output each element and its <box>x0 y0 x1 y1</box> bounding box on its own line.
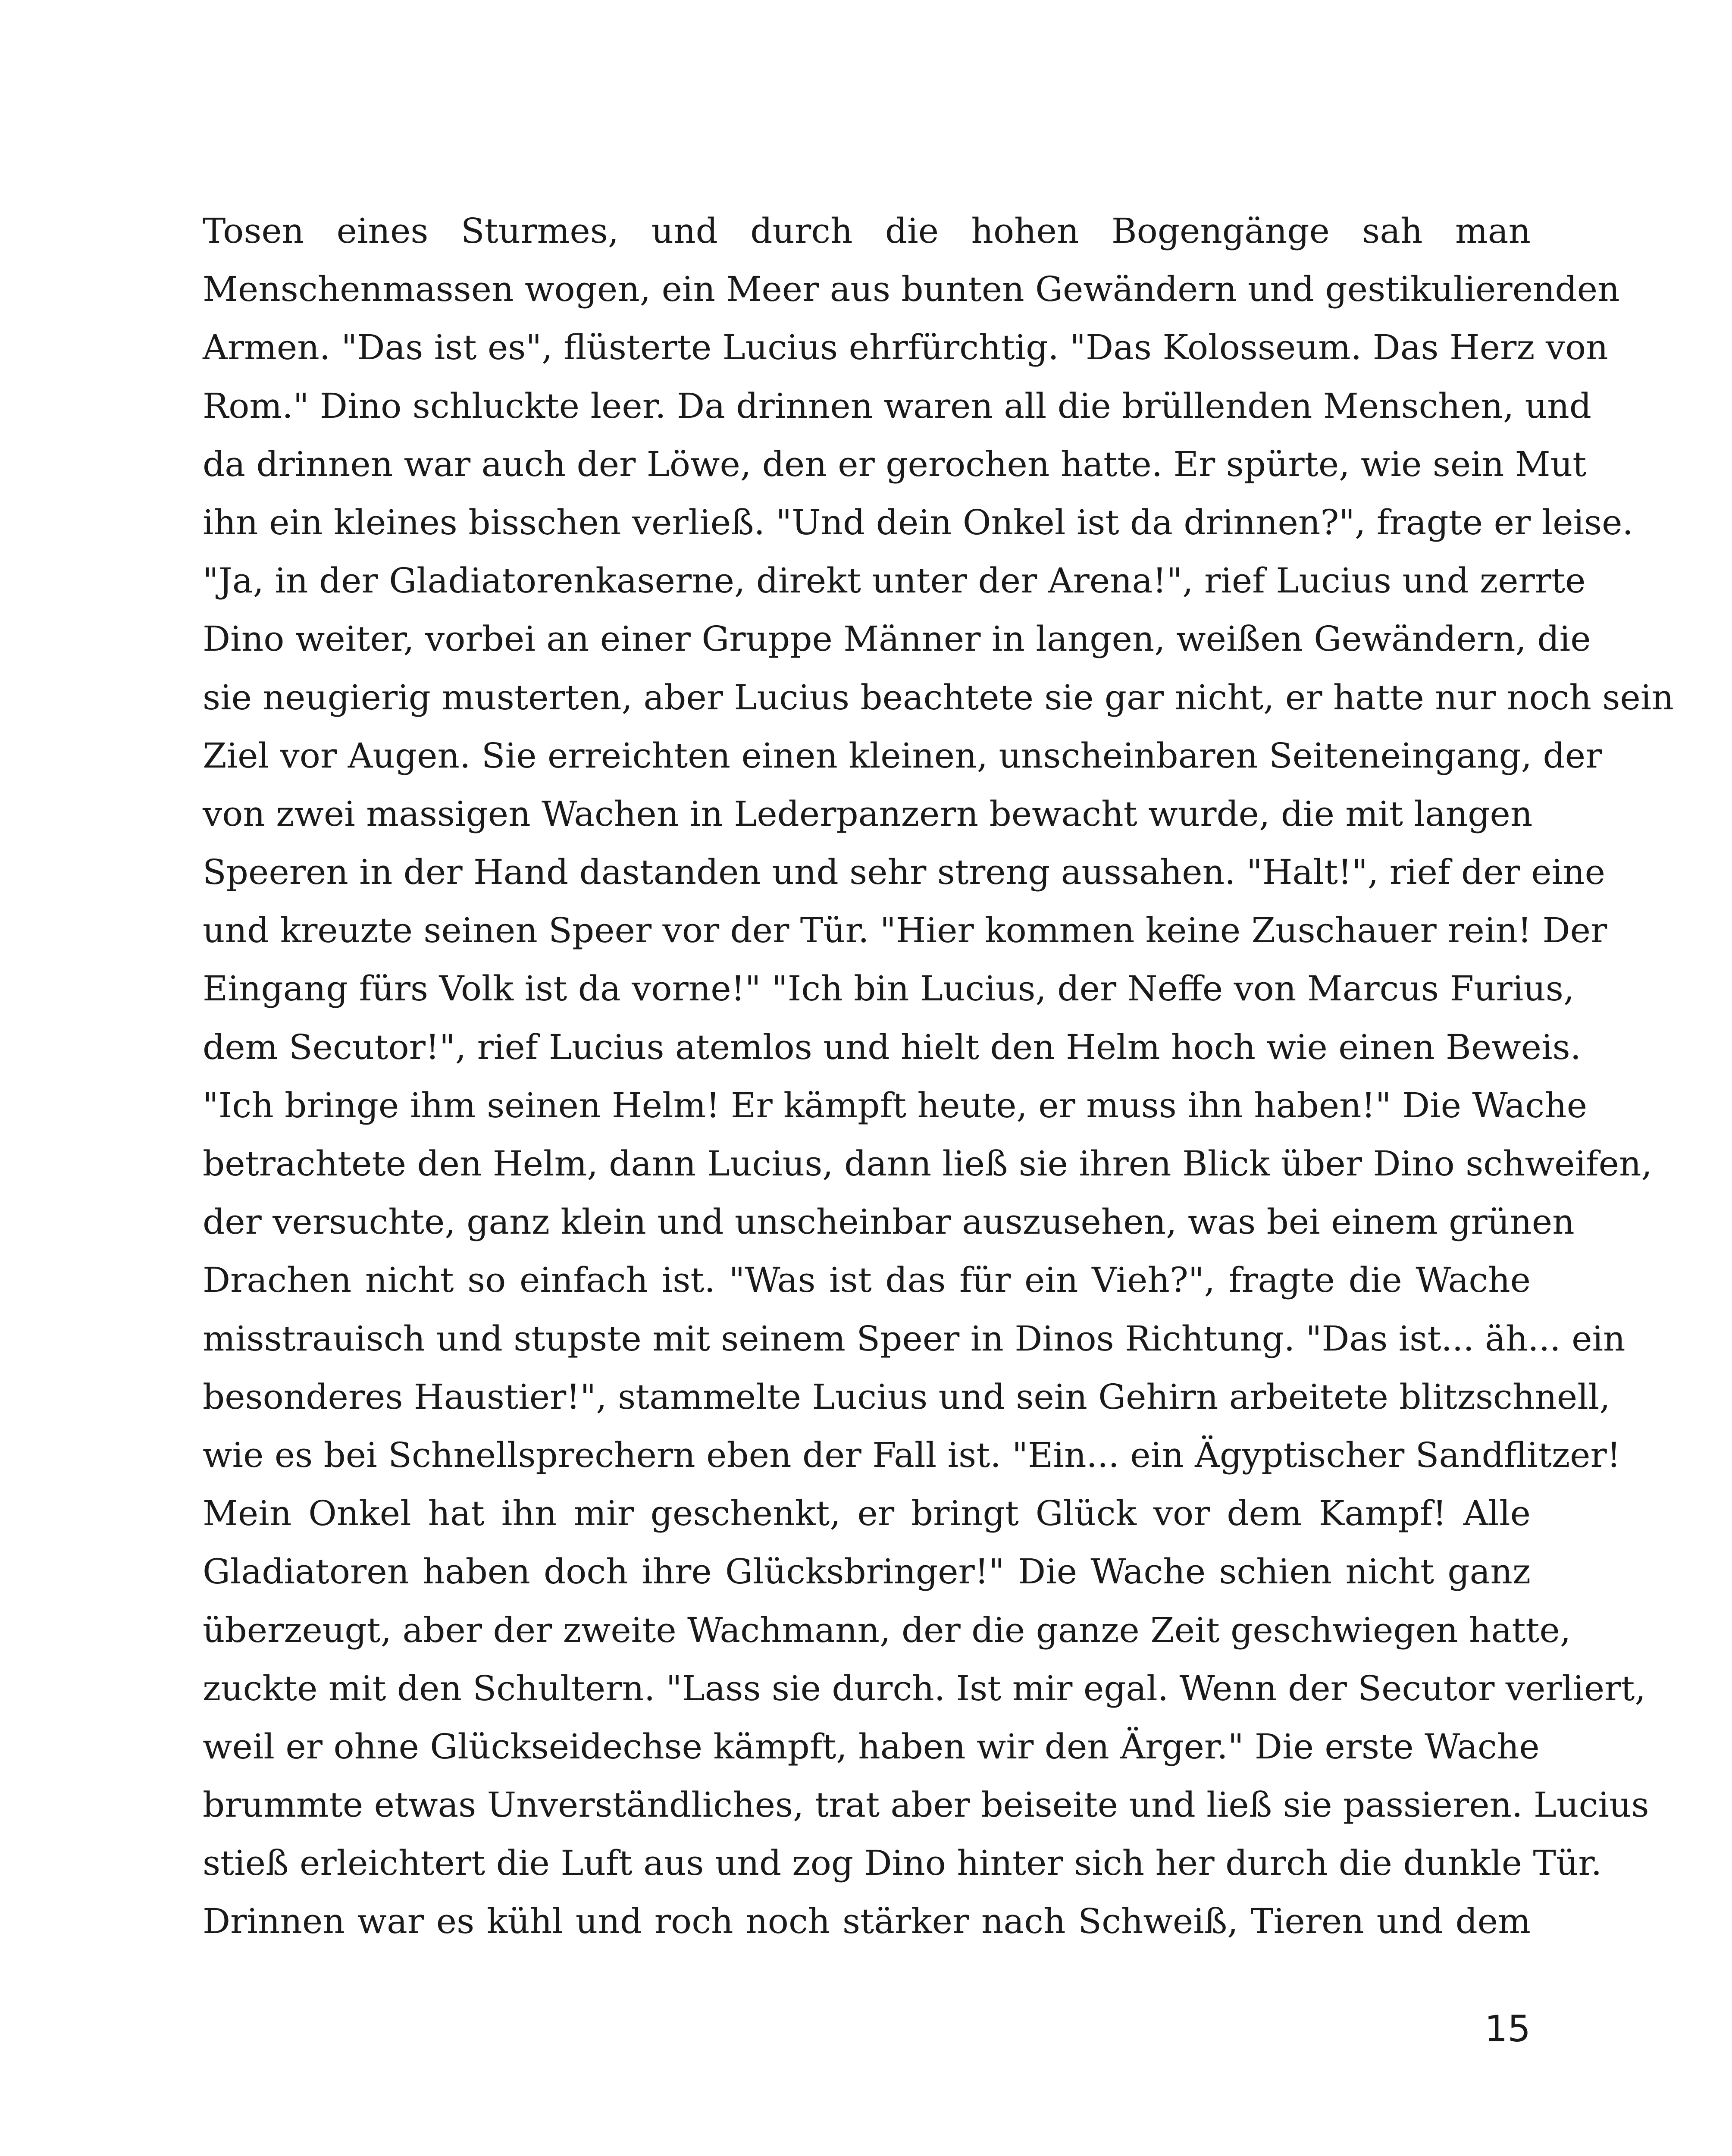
text-line: da drinnen war auch der Löwe, den er gerochen hatte. Er spürte, wie sein Mut <box>203 444 1587 484</box>
text-line: Eingang fürs Volk ist da vorne!" "Ich bin Lucius, der Neffe von Marcus Furius, <box>203 968 1575 1009</box>
text-line: von zwei massigen Wachen in Lederpanzern bewacht wurde, die mit langen <box>203 793 1533 834</box>
text-line: wie es bei Schnellsprechern eben der Fall ist. "Ein... ein Ägyptischer Sandflitzer! <box>203 1435 1621 1475</box>
text-line: überzeugt, aber der zweite Wachmann, der die ganze Zeit geschwiegen hatte, <box>203 1610 1571 1650</box>
page-number: 15 <box>1485 2008 1531 2050</box>
text-line: Dino weiter, vorbei an einer Gruppe Männer in langen, weißen Gewändern, die <box>203 619 1591 659</box>
text-line: sie neugierig musterten, aber Lucius beachtete sie gar nicht, er hatte nur noch sein <box>203 677 1674 718</box>
text-line: "Ich bringe ihm seinen Helm! Er kämpft heute, er muss ihn haben!" Die Wache <box>203 1085 1588 1125</box>
text-line: Drinnen war es kühl und roch noch stärker nach Schweiß, Tieren und dem <box>203 1901 1531 1942</box>
text-line: Gladiatoren haben doch ihre Glücksbringer!" Die Wache schien nicht ganz <box>203 1551 1531 1592</box>
text-line: weil er ohne Glückseidechse kämpft, haben wir den Ärger." Die erste Wache <box>203 1726 1540 1767</box>
text-line: Mein Onkel hat ihn mir geschenkt, er bringt Glück vor dem Kampf! Alle <box>203 1493 1531 1534</box>
text-line: Armen. "Das ist es", flüsterte Lucius ehrfürchtig. "Das Kolosseum. Das Herz von <box>203 327 1608 368</box>
text-line: "Ja, in der Gladiatorenkaserne, direkt unter der Arena!", rief Lucius und zerrte <box>203 561 1586 601</box>
text-line: Speeren in der Hand dastanden und sehr streng aussahen. "Halt!", rief der eine <box>203 852 1606 893</box>
text-line: der versuchte, ganz klein und unscheinbar auszusehen, was bei einem grünen <box>203 1202 1575 1242</box>
text-line: besonderes Haustier!", stammelte Lucius und sein Gehirn arbeitete blitzschnell, <box>203 1376 1610 1417</box>
body-text <box>203 202 1674 1951</box>
text-line: ihn ein kleines bisschen verließ. "Und dein Onkel ist da drinnen?", fragte er leise. <box>203 502 1633 542</box>
text-line: Tosen eines Sturmes, und durch die hohen Bogengänge sah man <box>203 211 1531 251</box>
text-line: brummte etwas Unverständliches, trat aber beiseite und ließ sie passieren. Lucius <box>203 1785 1649 1825</box>
text-line: zuckte mit den Schultern. "Lass sie durch. Ist mir egal. Wenn der Secutor verliert, <box>203 1668 1646 1708</box>
text-line: dem Secutor!", rief Lucius atemlos und hielt den Helm hoch wie einen Beweis. <box>203 1027 1582 1067</box>
text-line: stieß erleichtert die Luft aus und zog Dino hinter sich her durch die dunkle Tür. <box>203 1843 1602 1883</box>
text-line: und kreuzte seinen Speer vor der Tür. "Hier kommen keine Zuschauer rein! Der <box>203 910 1607 951</box>
text-line: Rom." Dino schluckte leer. Da drinnen waren all die brüllenden Menschen, und <box>203 385 1591 426</box>
text-line: Drachen nicht so einfach ist. "Was ist das für ein Vieh?", fragte die Wache <box>203 1260 1531 1300</box>
text-line: betrachtete den Helm, dann Lucius, dann ließ sie ihren Blick über Dino schweifen, <box>203 1144 1652 1184</box>
text-line: misstrauisch und stupste mit seinem Speer in Dinos Richtung. "Das ist... äh... ein <box>203 1318 1626 1359</box>
text-line: Ziel vor Augen. Sie erreichten einen kleinen, unscheinbaren Seiteneingang, der <box>203 735 1602 776</box>
text-line: Menschenmassen wogen, ein Meer aus bunten Gewändern und gestikulierenden <box>203 269 1620 310</box>
